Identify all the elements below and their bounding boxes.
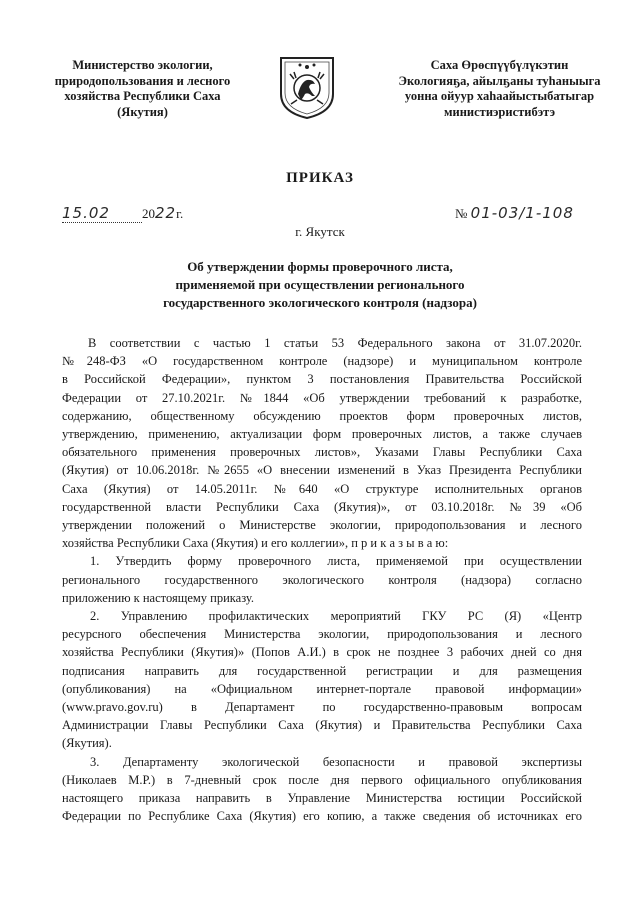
list-item-3-line: Федерации по Республике Саха (Якутия) его копию, а также сведения об источниках его	[62, 809, 582, 824]
list-item-3-line: настоящего приказа направить в Управление Министерства юстиции Российской	[62, 791, 582, 806]
order-date	[62, 204, 183, 223]
list-item-3-line: (Николаев М.Р.) в 7-дневный срок после дня первого официального опубликования	[62, 772, 582, 787]
header-left-line: хозяйства Республики Саха	[64, 89, 221, 103]
list-item-3-line: 3. Департаменту экологической безопасности и правовой экспертизы	[90, 754, 582, 769]
paragraph-line: утверждению, применению, актуализации форм проверочных листов, а также случаев	[62, 427, 582, 442]
paragraph-line: государственной власти Республики Саха (Якутия)», от 03.10.2018г. №39 «Об	[62, 499, 582, 514]
header-right-line: уонна ойуур хаһаайыстыбатыгар	[404, 89, 595, 103]
list-item-2-line: хозяйства Республики (Якутия)» (Попов А.И.) в срок не позднее 3 рабочих дней со дня	[62, 645, 582, 660]
list-item-2-line: 2. Управлению профилактических мероприятий ГКУ РС (Я) «Центр	[90, 609, 582, 624]
paragraph-line: хозяйства Республики Саха (Якутия) и его коллегии», п р и к а з ы в а ю:	[62, 536, 449, 551]
paragraph-line: утверждении положений о Министерстве экологии, природопользования и лесного	[62, 518, 582, 533]
subject-line: государственного экологического контроля (надзора)	[163, 295, 477, 310]
header-left-line: Министерство экологии,	[72, 58, 213, 72]
list-item-1-line: регионального государственного экологического контроля (надзора) согласно	[62, 572, 582, 587]
coat-of-arms-emblem	[277, 54, 337, 120]
list-item-2-line: (www.pravo.gov.ru) в Департамент по государственно-правовым вопросам	[62, 700, 582, 715]
paragraph-line: В соответствии с частью 1 статьи 53 Федерального закона от 31.07.2020г.	[88, 336, 582, 350]
paragraph-line: (Якутия) от 10.06.2018г. №2655 «О внесении изменений в Указ Президента Республики	[62, 463, 582, 478]
list-item-2-line: ресурсного обеспечения Министерства экологии, природопользования и лесного	[62, 627, 582, 642]
order-body	[62, 334, 582, 825]
paragraph-line: в Российской Федерации», пунктом 3 постановления Правительства Российской	[62, 372, 582, 387]
date-year-prefix: 20	[142, 206, 155, 221]
number-sign: №	[455, 206, 468, 221]
header-right-line: Экологияҕа, айылҕаны туһаныыга	[398, 73, 601, 88]
list-item-1-line: приложению к настоящему приказу.	[62, 590, 255, 605]
document-title: ПРИКАЗ	[286, 170, 354, 186]
date-day-handwritten: 15.02	[62, 204, 142, 223]
paragraph-line: Саха (Якутия) от 14.05.2011г. №640 «О структуре исполнительных органов	[62, 481, 582, 496]
list-item-1-line: 1. Утвердить форму проверочного листа, применяемой при осуществлении	[90, 554, 582, 569]
date-year-handwritten: 22	[155, 204, 177, 222]
header-left-line: природопользования и лесного	[54, 73, 231, 88]
paragraph-line: №248-ФЗ «О государственном контроле (надзоре) и муниципальном контроле	[62, 354, 582, 369]
ministry-name-yakut	[392, 58, 607, 120]
list-item-2-line: (опубликования) на «Официальном интернет-портале правовой информации»	[62, 681, 582, 696]
order-subject	[0, 258, 640, 312]
list-item-2-line: подписания направить для государственной регистрации и для размещения	[62, 663, 582, 678]
header-right-line: Саха Өрөспүүбүлүкэтин	[430, 58, 569, 72]
order-number-handwritten: 01-03/1-108	[470, 204, 574, 222]
list-item-2-line: (Якутия).	[62, 736, 112, 751]
paragraph-line: содержанию, общественному обсуждению проектов форм проверочных листов,	[62, 408, 582, 423]
order-number	[455, 204, 574, 222]
subject-line: применяемой при осуществлении регионального	[175, 277, 465, 292]
header-left-line: (Якутия)	[117, 104, 168, 119]
subject-line: Об утверждении формы проверочного листа,	[187, 259, 453, 274]
ministry-name-russian	[35, 58, 250, 120]
paragraph-line: обязательного применения проверочных листов», Указами Главы Республики Саха	[62, 445, 582, 460]
date-year-unit: г.	[176, 206, 184, 221]
city: г. Якутск	[295, 224, 345, 239]
header-right-line: министиэристибэтэ	[444, 104, 555, 119]
list-item-2-line: Администрации Главы Республики Саха (Якутия) и Правительства Республики Саха	[62, 718, 582, 733]
paragraph-line: Федерации от 27.10.2021г. №1844 «Об утверждении требований к разработке,	[62, 390, 582, 405]
